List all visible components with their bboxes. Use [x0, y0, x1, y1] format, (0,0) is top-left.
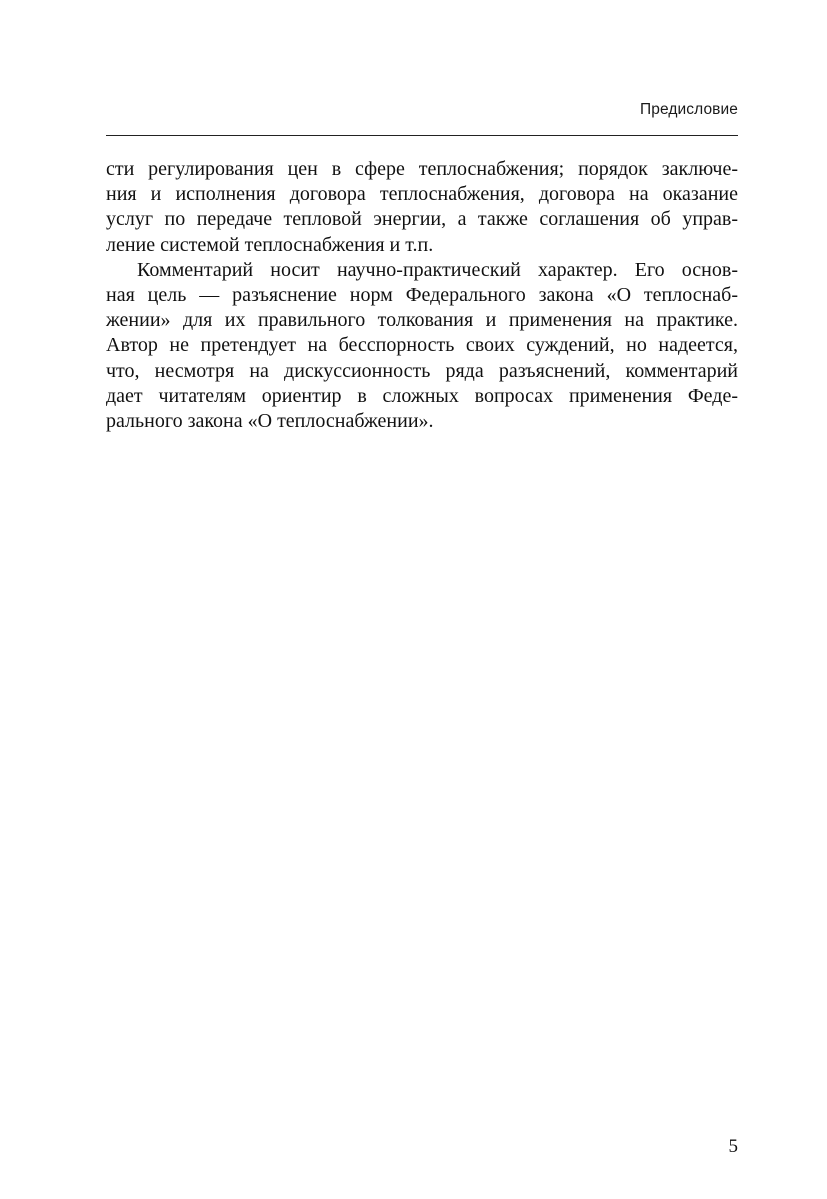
text-line: ная цель — разъяснение норм Федерального закона «О теплоснаб-: [106, 284, 738, 307]
text-line: Автор не претендует на бесспорность своих суждений, но надеется,: [106, 334, 738, 357]
header-divider: [106, 135, 738, 136]
text-line: услуг по передаче тепловой энергии, а также соглашения об управ-: [106, 208, 738, 231]
text-line: сти регулирования цен в сфере теплоснабжения; порядок заключе-: [106, 158, 738, 180]
text-line: рального закона «О теплоснабжении».: [106, 410, 434, 433]
paragraph-2: [106, 258, 738, 434]
paragraph-1: [106, 157, 738, 258]
text-line: ния и исполнения договора теплоснабжения, договора на оказание: [106, 183, 738, 206]
text-line: жении» для их правильного толкования и применения на практике.: [106, 309, 738, 332]
text-line: ление системой теплоснабжения и т.п.: [106, 233, 434, 256]
text-line: дает читателям ориентир в сложных вопросах применения Феде-: [106, 384, 738, 407]
page-number: 5: [728, 1136, 738, 1157]
running-head-title: Предисловие: [640, 101, 738, 118]
text-line: что, несмотря на дискуссионность ряда разъяснений, комментарий: [106, 359, 738, 382]
text-line: Комментарий носит научно-практический характер. Его основ-: [137, 258, 738, 281]
body-text: [106, 157, 738, 434]
